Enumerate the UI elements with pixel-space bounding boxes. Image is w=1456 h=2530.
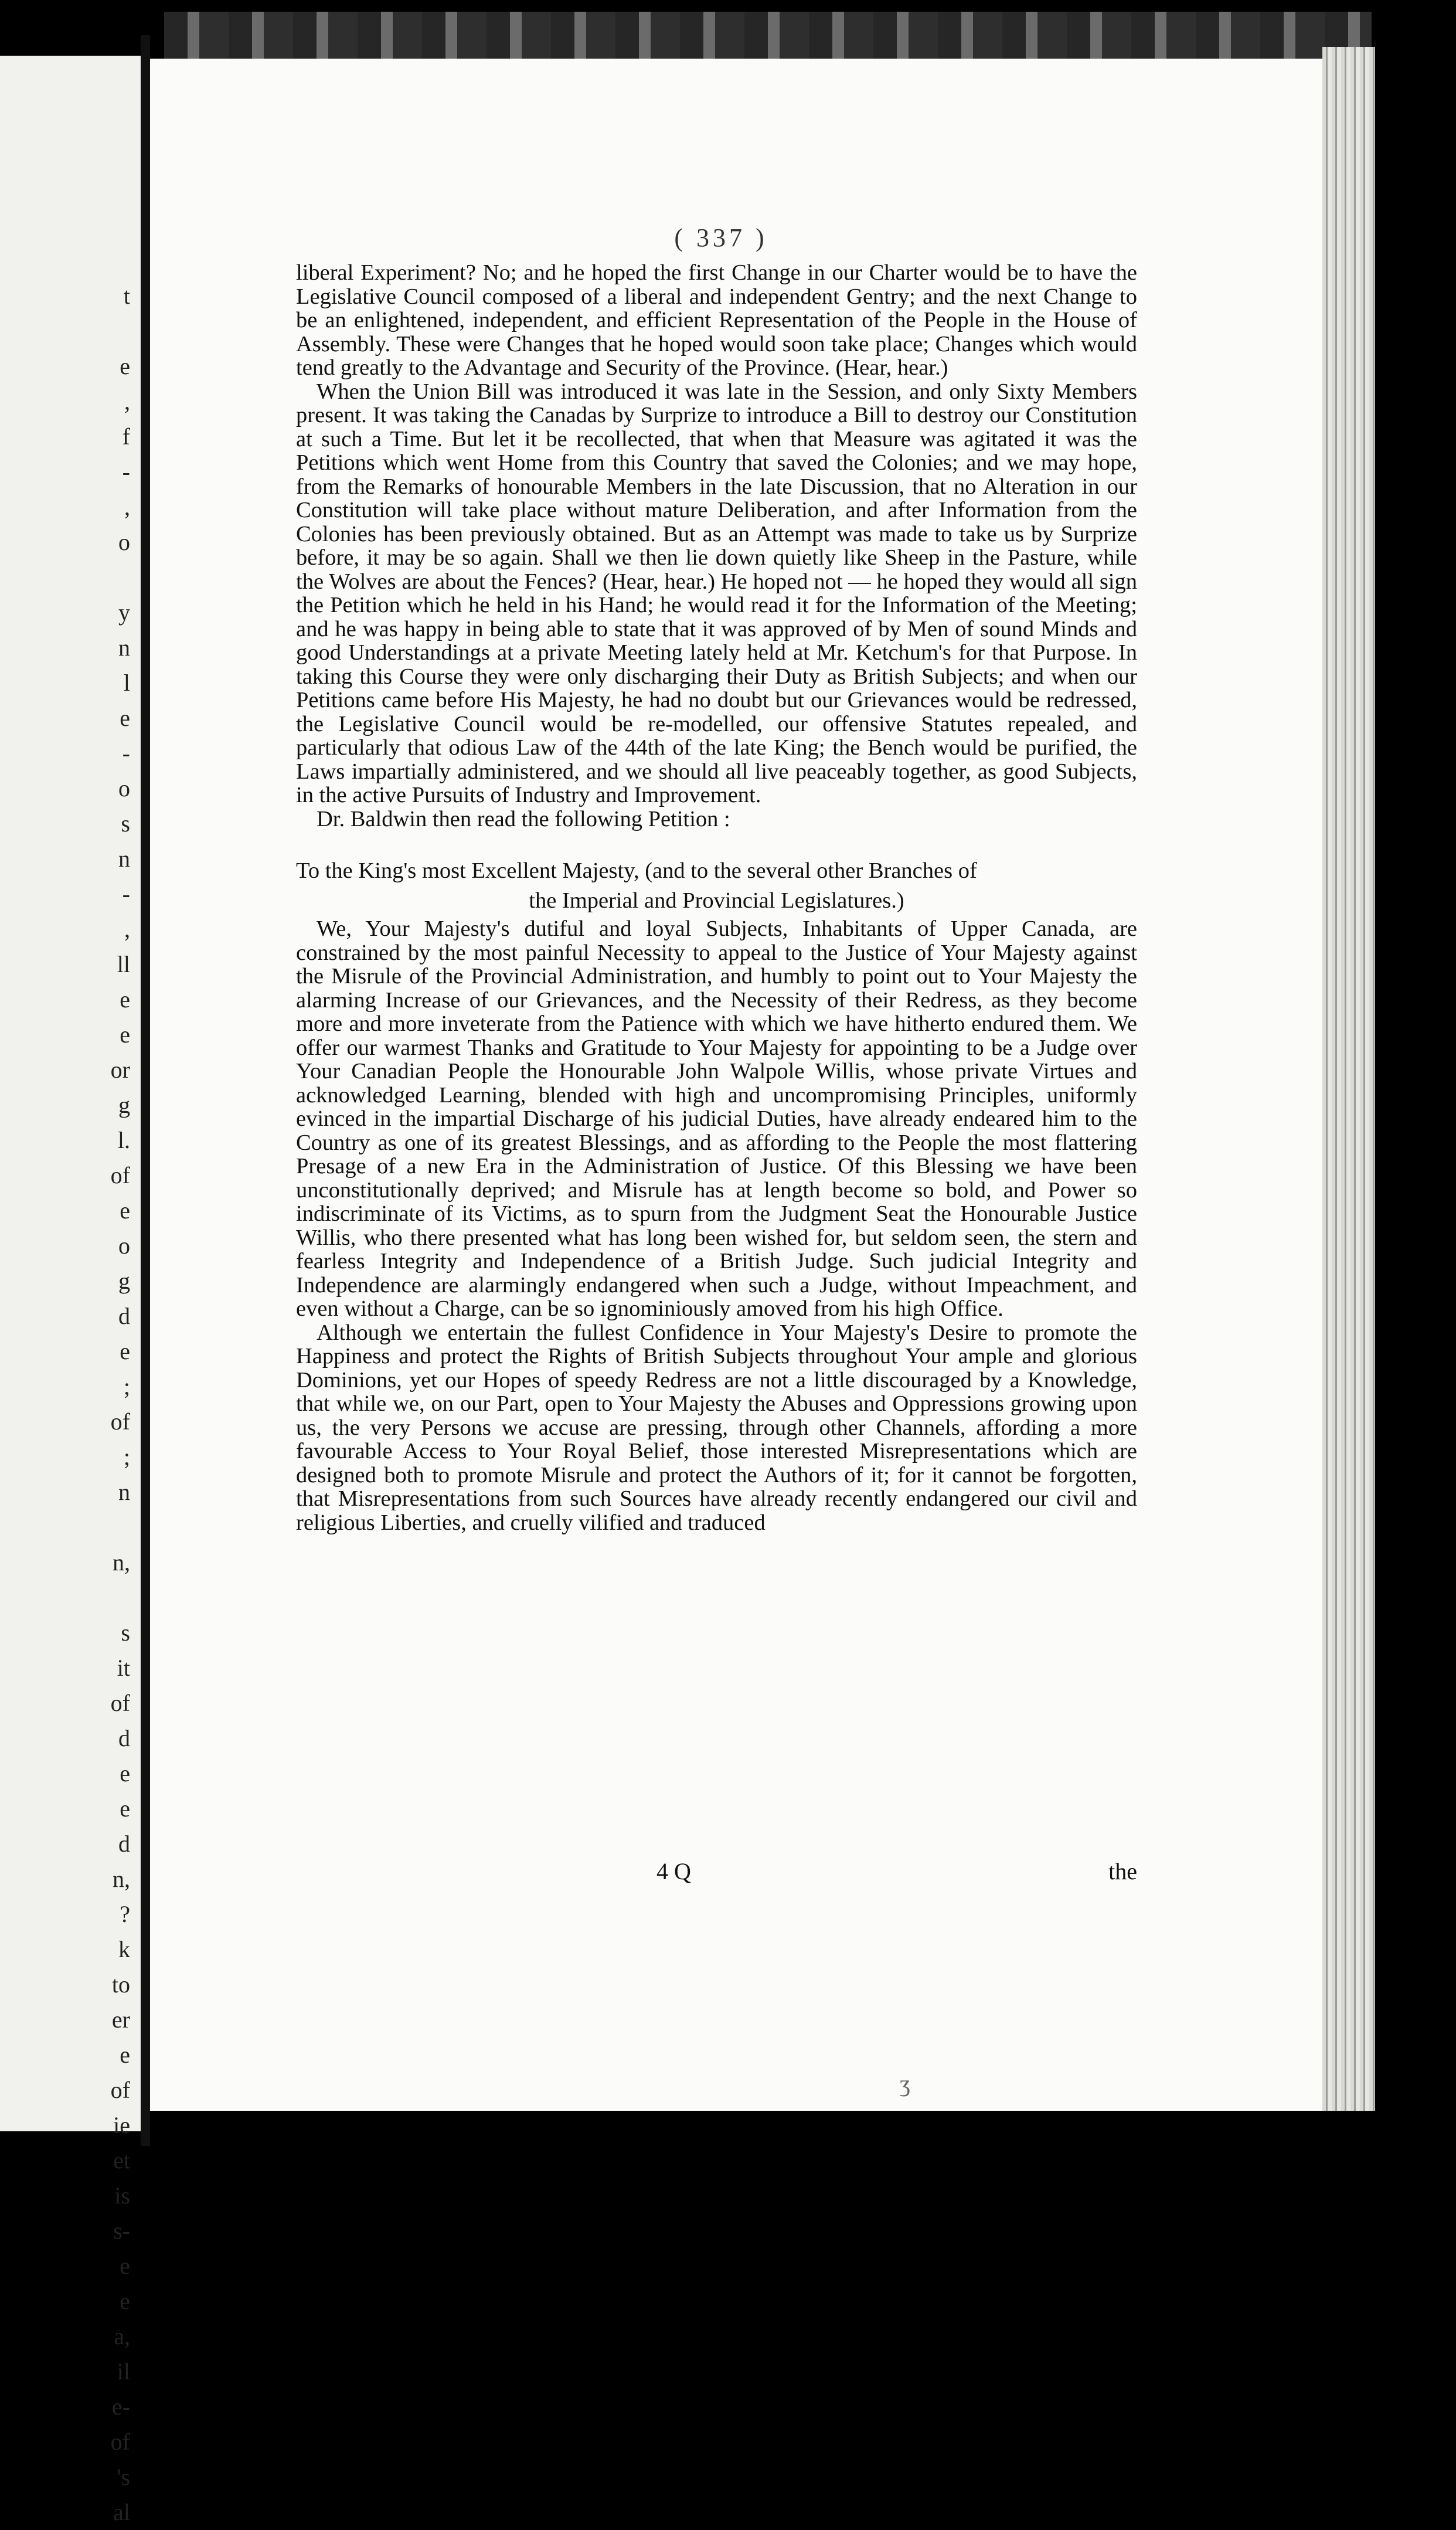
paragraph: liberal Experiment? No; and he hoped the first Change in our Charter would be to have the Legislative Council composed of a liberal and independent Gentry; and the next Change to be an enlightened, independent, and efficient Representation of the People in the House of Assembly. These were Changes that he hoped would soon take place; Changes which would tend greatly to the Advantage and Security of the Province. (Hear, hear.) bbox=[296, 260, 1137, 380]
body-text bbox=[296, 261, 1137, 1534]
petition-paragraph: Although we entertain the fullest Confidence in Your Majesty's Desire to promote the Happiness and protect the Rights of British Subjects throughout Your ample and glorious Dominions, yet our Hopes of speedy Redress are not a little discouraged by a Knowledge, that while we, on our Part, open to Your Majesty the Abuses and Oppressions growing upon us, the very Persons we accuse are pressing, through other Channels, affording a more favourable Access to Your Royal Belief, those interested Misrepresentations which are designed both to promote Misrule and protect the Authors of it; for it cannot be forgotten, that Misrepresentations from such Sources have already recently endangered our civil and religious Liberties, and cruelly vilified and traduced bbox=[296, 1320, 1137, 1535]
petition-address: To the King's most Excellent Majesty, (and to the several other Branches of bbox=[296, 858, 977, 883]
facing-page bbox=[0, 56, 141, 2525]
signature-mark: 4 Q bbox=[656, 1858, 691, 1884]
gutter bbox=[141, 35, 150, 2146]
paragraph: Dr. Baldwin then read the following Petition : bbox=[317, 806, 730, 831]
paragraph: When the Union Bill was introduced it was late in the Session, and only Sixty Members present. It was taking the Canadas by Surprize to introduce a Bill to destroy our Constitution at such a Time. But let it be recollected, that when that Measure was agitated it was the Petitions which went Home from this Country that saved the Colonies; and we may hope, from the Remarks of honourable Members in the late Discussion, that no Alteration in our Constitution will take place without mature Deliberation, and after Information from the Colonies has been previously obtained. But as an Attempt was made to take us by Surprize before, it may be so again. Shall we then lie down quietly like Sheep in the Pasture, while the Wolves are about the Fences? (Hear, hear.) He hoped not — he hoped they would all sign the Petition which he held in his Hand; he would read it for the Information of the Meeting; and he was happy in being able to state that it was approved of by Men of sound Minds and good Understandings at a private Meeting lately held at Mr. Ketchum's for that Purpose. In taking this Course they were only discharging their Duty as British Subjects; and when our Petitions came before His Majesty, he had no doubt but our Grievances would be redressed, the Legislative Council would be re-modelled, our offensive Statutes repealed, and particularly that odious Law of the 44th of the late King; the Bench would be purified, the Laws impartially administered, and we should all live peaceably together, as good Subjects, in the active Pursuits of Industry and Improvement. bbox=[296, 379, 1137, 807]
petition-address-continued: the Imperial and Provincial Legislatures.) bbox=[529, 888, 904, 913]
binding-edge bbox=[164, 12, 1372, 59]
catchword: the bbox=[1108, 1858, 1137, 1884]
page-number: ( 337 ) bbox=[674, 223, 768, 252]
stray-mark: ʒ bbox=[900, 2070, 910, 2097]
petition-paragraph: We, Your Majesty's dutiful and loyal Subjects, Inhabitants of Upper Canada, are constrained by the most painful Necessity to appeal to the Justice of Your Majesty against the Misrule of the Provincial Administration, and humbly to point out to Your Majesty the alarming Increase of our Grievances, and the Necessity of their Redress, as they become more and more inveterate from the Patience with which we have hitherto endured them. We offer our warmest Thanks and Gratitude to Your Majesty for appointing to be a Judge over Your Canadian People the Honourable John Walpole Willis, whose private Virtues and acknowledged Learning, blended with high and uncompromising Principles, uniformly evinced in the impartial Discharge of his judicial Duties, have already endeared him to the Country as one of its greatest Blessings, and as affording to the People the most flattering Presage of a new Era in the Administration of Justice. Of this Blessing we have been unconstitutionally deprived; and Misrule has at length become so bold, and Power so indiscriminate of its Victims, as to spurn from the Judgment Seat the Honourable Justice Willis, who there presented what has long been wished for, but seldom seen, the stern and fearless Integrity and Independence of a British Judge. Such judicial Integrity and Independence are alarmingly endangered when such a Judge, without Impeachment, and even without a Charge, can be so ignominiously amoved from his high Office. bbox=[296, 916, 1137, 1321]
facing-page-text: t e , f - , o y n l e - o s n - , ll e e or g l. of e o g d e ; of ; n n, s it of d e e d n, ? k to er e of ie et is s- e e a, il e- of 's al bbox=[110, 283, 130, 2525]
page-edge bbox=[1322, 47, 1375, 2111]
